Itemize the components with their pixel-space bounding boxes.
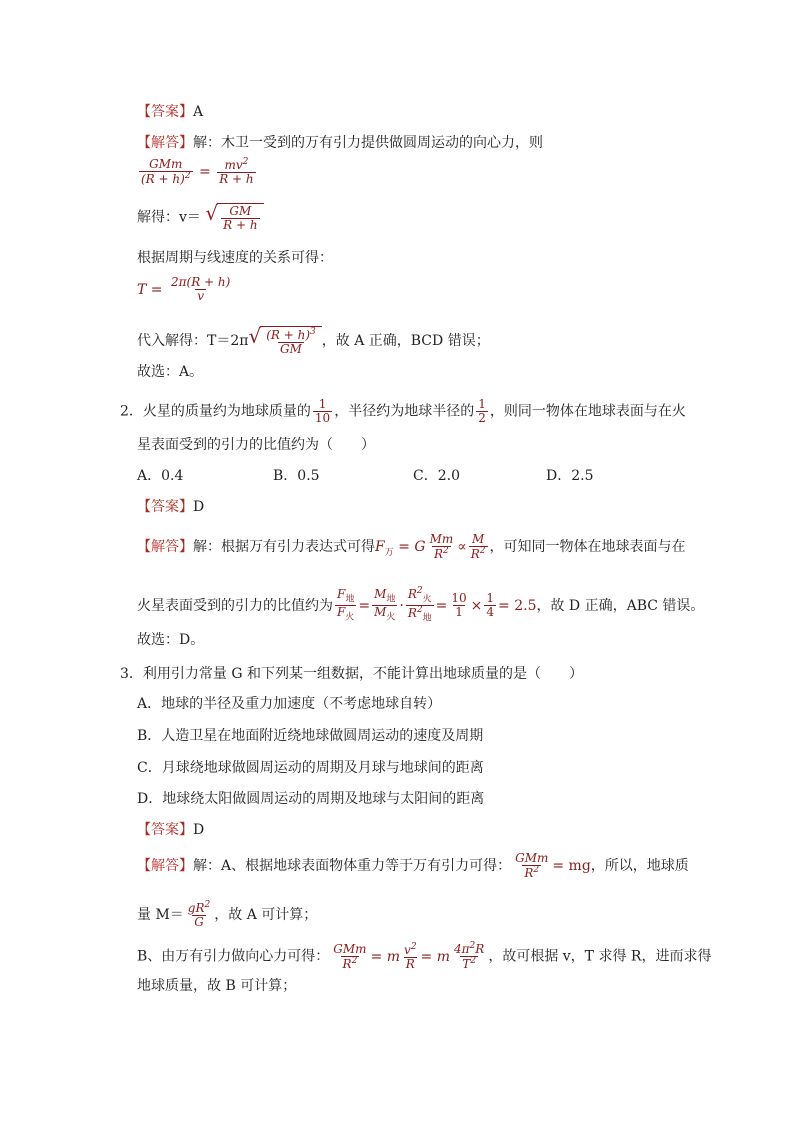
q1-choose: 故选：A。 bbox=[137, 364, 204, 380]
q2-analysis-line1: 【解答】解：根据万有引力表达式可得$F_万 = G$ $\frac{Mm}{R^2}$ ∝ $\frac{M}{R^2}$ ，可知同一物体在地球表面与在 bbox=[137, 532, 686, 562]
q1-substitute-line: 代入解得：T＝2π √ $\frac{(R + h)^3}{GM}$ ，故 A 正确，BCD 错误； bbox=[137, 324, 490, 357]
q3-mass-b: ，故 A 可计算； bbox=[214, 907, 318, 924]
answer-value: D bbox=[193, 822, 205, 838]
q1-solve-v: 解得：v＝ √ $\frac{GM}{R + h}$ bbox=[137, 203, 264, 232]
analysis-text: 解：木卫一受到的万有引力提供做圆周运动的向心力，则 bbox=[193, 135, 543, 151]
solve-label: 解得：v＝ bbox=[137, 209, 201, 226]
q3-option-d: D．地球绕太阳做圆周运动的周期及地球与太阳间的距离 bbox=[137, 791, 485, 807]
q2-stem-line2: 星表面受到的引力的比值约为（ ） bbox=[137, 437, 375, 453]
substitute-tail: ，故 A 正确，BCD 错误； bbox=[321, 333, 490, 350]
q3-stem: 3．利用引力常量 G 和下列某一组数据，不能计算出地球质量的是（ ） bbox=[120, 666, 583, 682]
q2-stem-c: ，则同一物体在地球表面与在火 bbox=[489, 403, 686, 420]
q3-analysis-line1: 【解答】解：A、根据地球表面物体重力等于万有引力可得： $\frac{\text{GMm}}{R^2}$ = mg，所以，地球质 bbox=[137, 851, 689, 881]
q2-choose: 故选：D。 bbox=[137, 632, 205, 648]
q2-analysis-line2: 火星表面受到的引力的比值约为 $\frac{F_地}{F_火}$ = $\frac{M_地}{M_火}$ · $\frac{R^2_火}{R^2_地}$ = $\frac{10}{1}$ × $\frac{1}{4}$ = 2.5，故 D 正确，ABC 错误。 bbox=[137, 586, 705, 624]
q1-period-relation: 根据周期与线速度的关系可得： bbox=[137, 250, 333, 266]
q2-analysis-b: ，可知同一物体在地球表面与在 bbox=[489, 539, 686, 556]
q3-b-line2: 地球质量，故 B 可计算； bbox=[137, 978, 297, 994]
substitute-label: 代入解得：T＝2π bbox=[137, 333, 249, 350]
q2-answer-line bbox=[137, 497, 204, 517]
q3-analysis-a: 解：A、根据地球表面物体重力等于万有引力可得： bbox=[193, 858, 512, 875]
analysis-tag: 【解答】 bbox=[137, 858, 193, 875]
analysis-tag: 【解答】 bbox=[137, 539, 193, 556]
answer-value: A bbox=[193, 104, 204, 120]
q1-equation-period: T = $\frac{2\pi(R + h)}{v}$ bbox=[137, 275, 231, 304]
q1-answer-line bbox=[137, 102, 203, 122]
q2-stem-b: ，半径约为地球半径的 bbox=[334, 403, 475, 420]
q3-b-b: ，故可根据 v，T 求得 R，进而求得 bbox=[488, 948, 712, 965]
q2-analysis-a: 解：根据万有引力表达式可得 bbox=[193, 539, 375, 556]
q3-option-b: B．人造卫星在地面附近绕地球做圆周运动的速度及周期 bbox=[137, 728, 484, 744]
q1-equation-gravity: $\frac{\text{GMm}}{(R + h)^2}$ = $\frac{mv^2}{R + h}$ bbox=[141, 157, 254, 187]
q2-analysis-line2-a: 火星表面受到的引力的比值约为 bbox=[137, 597, 333, 614]
q2-option-b: B．0.5 bbox=[273, 468, 320, 484]
q2-stem-line1: 2．火星的质量约为地球质量的 $\frac{1}{10}$ ，半径约为地球半径的 $\frac{1}{2}$ ，则同一物体在地球表面与在火 bbox=[120, 397, 686, 426]
q3-analysis-b: ，所以，地球质 bbox=[590, 858, 689, 875]
answer-value: D bbox=[193, 499, 205, 515]
q2-stem-a: 2．火星的质量约为地球质量的 bbox=[120, 403, 311, 420]
q2-option-d: D．2.5 bbox=[546, 468, 594, 484]
q1-analysis-line bbox=[137, 133, 543, 153]
q3-b-line1: B、由万有引力做向心力可得： $\frac{\text{GMm}}{R^2}$ = m $\frac{v^2}{R}$ = m $\frac{4\pi^2R}{T^2}$ ，故可根据 v，T 求得 R，进而求得 bbox=[137, 941, 712, 972]
q3-mass-a: 量 M＝ bbox=[137, 907, 184, 924]
q3-answer-line bbox=[137, 820, 204, 840]
q3-b-a: B、由万有引力做向心力可得： bbox=[137, 948, 330, 965]
q3-mass-line: 量 M＝ $\frac{gR^2}{G}$ ，故 A 可计算； bbox=[137, 900, 318, 930]
q2-option-c: C．2.0 bbox=[413, 468, 460, 484]
q3-option-c: C．月球绕地球做圆周运动的周期及月球与地球间的距离 bbox=[137, 760, 484, 776]
answer-tag: 【答案】 bbox=[137, 104, 193, 120]
q2-analysis-line2-b: ，故 D 正确，ABC 错误。 bbox=[536, 597, 705, 614]
answer-tag: 【答案】 bbox=[137, 822, 193, 838]
analysis-tag: 【解答】 bbox=[137, 135, 193, 151]
answer-tag: 【答案】 bbox=[137, 499, 193, 515]
q3-option-a: A．地球的半径及重力加速度（不考虑地球自转） bbox=[137, 696, 442, 712]
q2-option-a: A．0.4 bbox=[137, 468, 184, 484]
